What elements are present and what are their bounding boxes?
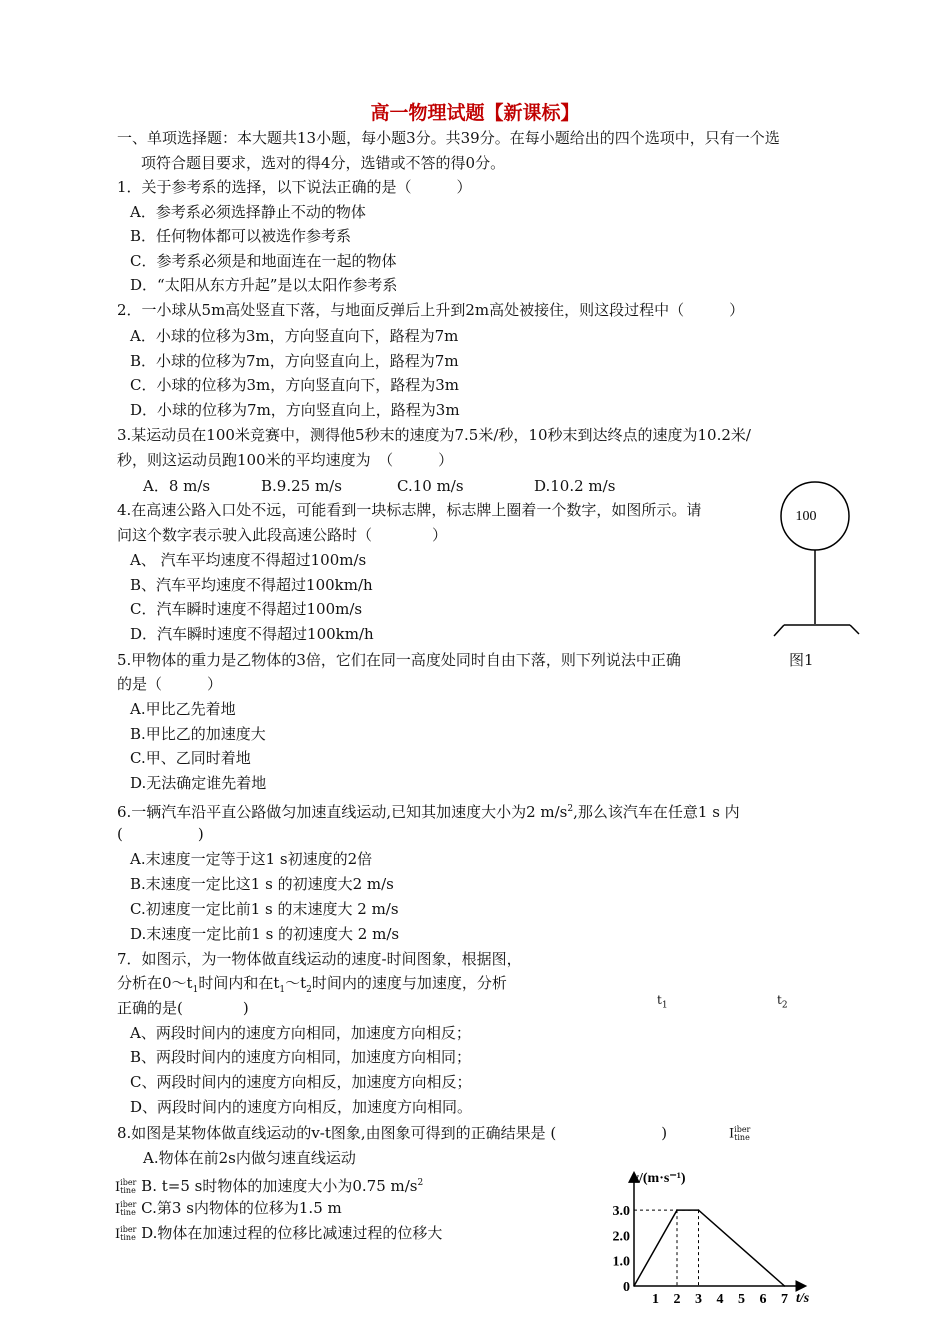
question-8-option-c-row xyxy=(115,1196,342,1222)
question-1-option-b: B．任何物体都可以被选作参考系 xyxy=(130,227,352,245)
question-7-line1: 7．如图示，为一物体做直线运动的速度-时间图象，根据图， xyxy=(117,950,522,968)
question-5-line1: 5.甲物体的重力是乙物体的3倍，它们在同一高度处同时自由下落，则下列说法中正确 xyxy=(117,651,681,669)
question-8-stem-mark xyxy=(729,1126,750,1142)
question-7-option-c: C、两段时间内的速度方向相反，加速度方向相反； xyxy=(130,1073,472,1091)
question-6-line1 xyxy=(117,797,740,825)
chart-series xyxy=(633,1209,785,1287)
question-3-line1: 3.某运动员在100米竞赛中，测得他5秒末的速度为7.5米/秒，10秒末到达终点的速度为10.2米/ xyxy=(117,426,751,444)
question-7-line2-d: 时间内的速度与加速度，分析 xyxy=(311,974,507,992)
mark-bottom: tine xyxy=(734,1133,750,1142)
question-7-line2-b: 时间内和在t xyxy=(198,974,280,992)
question-5-option-b: B.甲比乙的加速度大 xyxy=(130,725,266,743)
x-tick-label-1: 1 xyxy=(652,1292,659,1307)
question-7-sub-1: 1 xyxy=(192,985,199,995)
question-2-option-a: A．小球的位移为3m，方向竖直向下，路程为7m xyxy=(130,327,459,345)
data-point-4 xyxy=(784,1285,786,1287)
mark-bottom-d: tine xyxy=(120,1233,136,1242)
question-6-line1-b: ,那么该汽车在任意1 s 内 xyxy=(573,803,740,821)
question-7-line3: 正确的是( ) xyxy=(117,999,249,1017)
figure-7-t1-sub: 1 xyxy=(661,1000,668,1011)
question-5-option-d: D.无法确定谁先着地 xyxy=(130,774,267,792)
page-title: 高一物理试题【新课标】 xyxy=(370,102,580,124)
question-1-stem: 1．关于参考系的选择，以下说法正确的是（ ） xyxy=(117,178,472,196)
y-tick-label-2.0: 2.0 xyxy=(612,1229,630,1245)
speed-sign-figure xyxy=(760,478,870,638)
question-3-option-b: B.9.25 m/s xyxy=(261,477,342,495)
question-8-option-a: A.物体在前2s内做匀速直线运动 xyxy=(143,1149,356,1167)
x-tick-label-6: 6 xyxy=(759,1292,767,1307)
question-1-option-c: C．参考系必须是和地面连在一起的物体 xyxy=(130,252,397,270)
y-tick-label-0: 0 xyxy=(623,1280,630,1295)
figure-7-t2-sub: 2 xyxy=(781,1000,788,1011)
question-5-option-a: A.甲比乙先着地 xyxy=(130,700,236,718)
question-8-stem: 8.如图是某物体做直线运动的v-t图象,由图象可得到的正确结果是 ( ) xyxy=(117,1124,668,1142)
mark-top-c: iber xyxy=(120,1200,137,1209)
sign-base-right xyxy=(850,625,859,634)
chart-ticks xyxy=(613,1204,789,1307)
question-3-option-a: A．8 m/s xyxy=(143,477,211,495)
x-tick-label-2: 2 xyxy=(673,1292,681,1307)
question-4-option-d: D．汽车瞬时速度不得超过100km/h xyxy=(130,625,374,643)
question-7-option-d: D、两段时间内的速度方向相反，加速度方向相同。 xyxy=(130,1098,473,1116)
mark-letter-d: I xyxy=(115,1227,121,1242)
x-tick-label-4: 4 xyxy=(716,1292,724,1307)
mark-stack xyxy=(734,1126,750,1142)
question-6-option-a: A.末速度一定等于这1 s初速度的2倍 xyxy=(130,850,373,868)
question-4-option-c: C．汽车瞬时速度不得超过100m/s xyxy=(130,600,363,618)
question-4-option-a: A、 汽车平均速度不得超过100m/s xyxy=(130,551,367,569)
question-1-option-d: D．“太阳从东方升起”是以太阳作参考系 xyxy=(130,276,398,294)
velocity-line xyxy=(634,1210,785,1286)
mark-stack-c xyxy=(120,1201,136,1217)
question-5-line2: 的是（ ） xyxy=(117,675,223,693)
mark-letter-c: I xyxy=(115,1202,121,1217)
x-tick-label-3: 3 xyxy=(695,1292,702,1307)
question-6-option-d: D.末速度一定比前1 s 的初速度大 2 m/s xyxy=(130,925,400,943)
question-3-option-c: C.10 m/s xyxy=(397,477,464,495)
data-point-1 xyxy=(633,1285,635,1287)
mark-bottom-c: tine xyxy=(120,1208,136,1217)
mark-top-b: iber xyxy=(120,1178,137,1187)
question-2-option-c: C．小球的位移为3m，方向竖直向下，路程为3m xyxy=(130,376,460,394)
question-4-option-b: B、汽车平均速度不得超过100km/h xyxy=(130,576,373,594)
question-8-option-d: D.物体在加速过程的位移比减速过程的位移大 xyxy=(141,1224,443,1242)
mark-top: iber xyxy=(734,1125,751,1134)
question-8-option-b: B. t=5 s时物体的加速度大小为0.75 m/s xyxy=(141,1177,418,1195)
question-1-option-a: A．参考系必须选择静止不动的物体 xyxy=(130,203,366,221)
sign-base-left xyxy=(774,625,784,636)
figure-1-label: 图1 xyxy=(789,651,814,669)
question-3-option-d: D.10.2 m/s xyxy=(534,477,616,495)
question-4-line2: 问这个数字表示驶入此段高速公路时（ ） xyxy=(117,526,448,544)
question-7-line2-a: 分析在0～t xyxy=(117,974,193,992)
chart-y-axis-label: v/(m·s⁻¹) xyxy=(632,1171,686,1186)
question-6-exponent: 2 xyxy=(567,804,574,814)
question-8-option-d-row xyxy=(115,1221,442,1247)
chart-x-axis-label: t/s xyxy=(796,1291,810,1306)
figure-7-t1: t xyxy=(657,993,662,1007)
question-2-stem: 2．一小球从5m高处竖直下落，与地面反弹后上升到2m高处被接住，则这段过程中（ ） xyxy=(117,301,745,319)
figure-7-t2: t xyxy=(777,993,782,1007)
mark-top-d: iber xyxy=(120,1225,137,1234)
question-3-line2: 秒，则这运动员跑100米的平均速度为 （ ） xyxy=(117,451,454,469)
question-6-line2: ( ) xyxy=(117,825,204,843)
section-intro-line2: 项符合题目要求，选对的得4分，选错或不答的得0分。 xyxy=(141,154,506,172)
question-8-option-b-exponent: 2 xyxy=(417,1178,424,1188)
question-7-line2-c: ～t xyxy=(285,974,307,992)
mark-letter-b: I xyxy=(115,1180,121,1195)
data-point-2 xyxy=(676,1209,678,1211)
mark-bottom-b: tine xyxy=(120,1186,136,1195)
x-tick-label-7: 7 xyxy=(781,1292,788,1307)
mark-stack-b xyxy=(120,1179,136,1195)
mark-letter: I xyxy=(729,1126,735,1142)
data-point-3 xyxy=(698,1209,700,1211)
question-6-line1-a: 6.一辆汽车沿平直公路做匀加速直线运动,已知其加速度大小为2 m/s xyxy=(117,803,568,821)
y-tick-label-1.0: 1.0 xyxy=(612,1254,630,1270)
section-intro-line1: 一、单项选择题：本大题共13小题，每小题3分。共39分。在每小题给出的四个选项中，只有一个选 xyxy=(117,129,780,147)
question-7-option-a: A、两段时间内的速度方向相同，加速度方向相反； xyxy=(130,1024,471,1042)
question-7-option-b: B、两段时间内的速度方向相同，加速度方向相同； xyxy=(130,1048,472,1066)
figure-7-t1-label xyxy=(657,993,668,1010)
chart-guides xyxy=(634,1210,699,1286)
question-7-sub-2: 1 xyxy=(279,985,286,995)
question-2-option-d: D．小球的位移为7m，方向竖直向上，路程为3m xyxy=(130,401,460,419)
sign-number: 100 xyxy=(795,509,817,524)
figure-7-t2-label xyxy=(777,993,788,1010)
mark-stack-d xyxy=(120,1226,136,1242)
question-6-option-b: B.末速度一定比这1 s 的初速度大2 m/s xyxy=(130,875,394,893)
question-5-option-c: C.甲、乙同时着地 xyxy=(130,749,251,767)
question-7-sub-3: 2 xyxy=(306,985,312,995)
x-tick-label-5: 5 xyxy=(738,1292,745,1307)
question-4-line1: 4.在高速公路入口处不远，可能看到一块标志牌，标志牌上圈着一个数字，如图所示。请 xyxy=(117,501,702,519)
y-tick-label-3.0: 3.0 xyxy=(612,1204,630,1220)
question-6-option-c: C.初速度一定比前1 s 的末速度大 2 m/s xyxy=(130,900,399,918)
question-8-option-c: C.第3 s内物体的位移为1.5 m xyxy=(141,1199,342,1217)
chart-axes xyxy=(634,1177,801,1286)
question-2-option-b: B．小球的位移为7m，方向竖直向上，路程为7m xyxy=(130,352,459,370)
vt-chart xyxy=(598,1162,828,1312)
